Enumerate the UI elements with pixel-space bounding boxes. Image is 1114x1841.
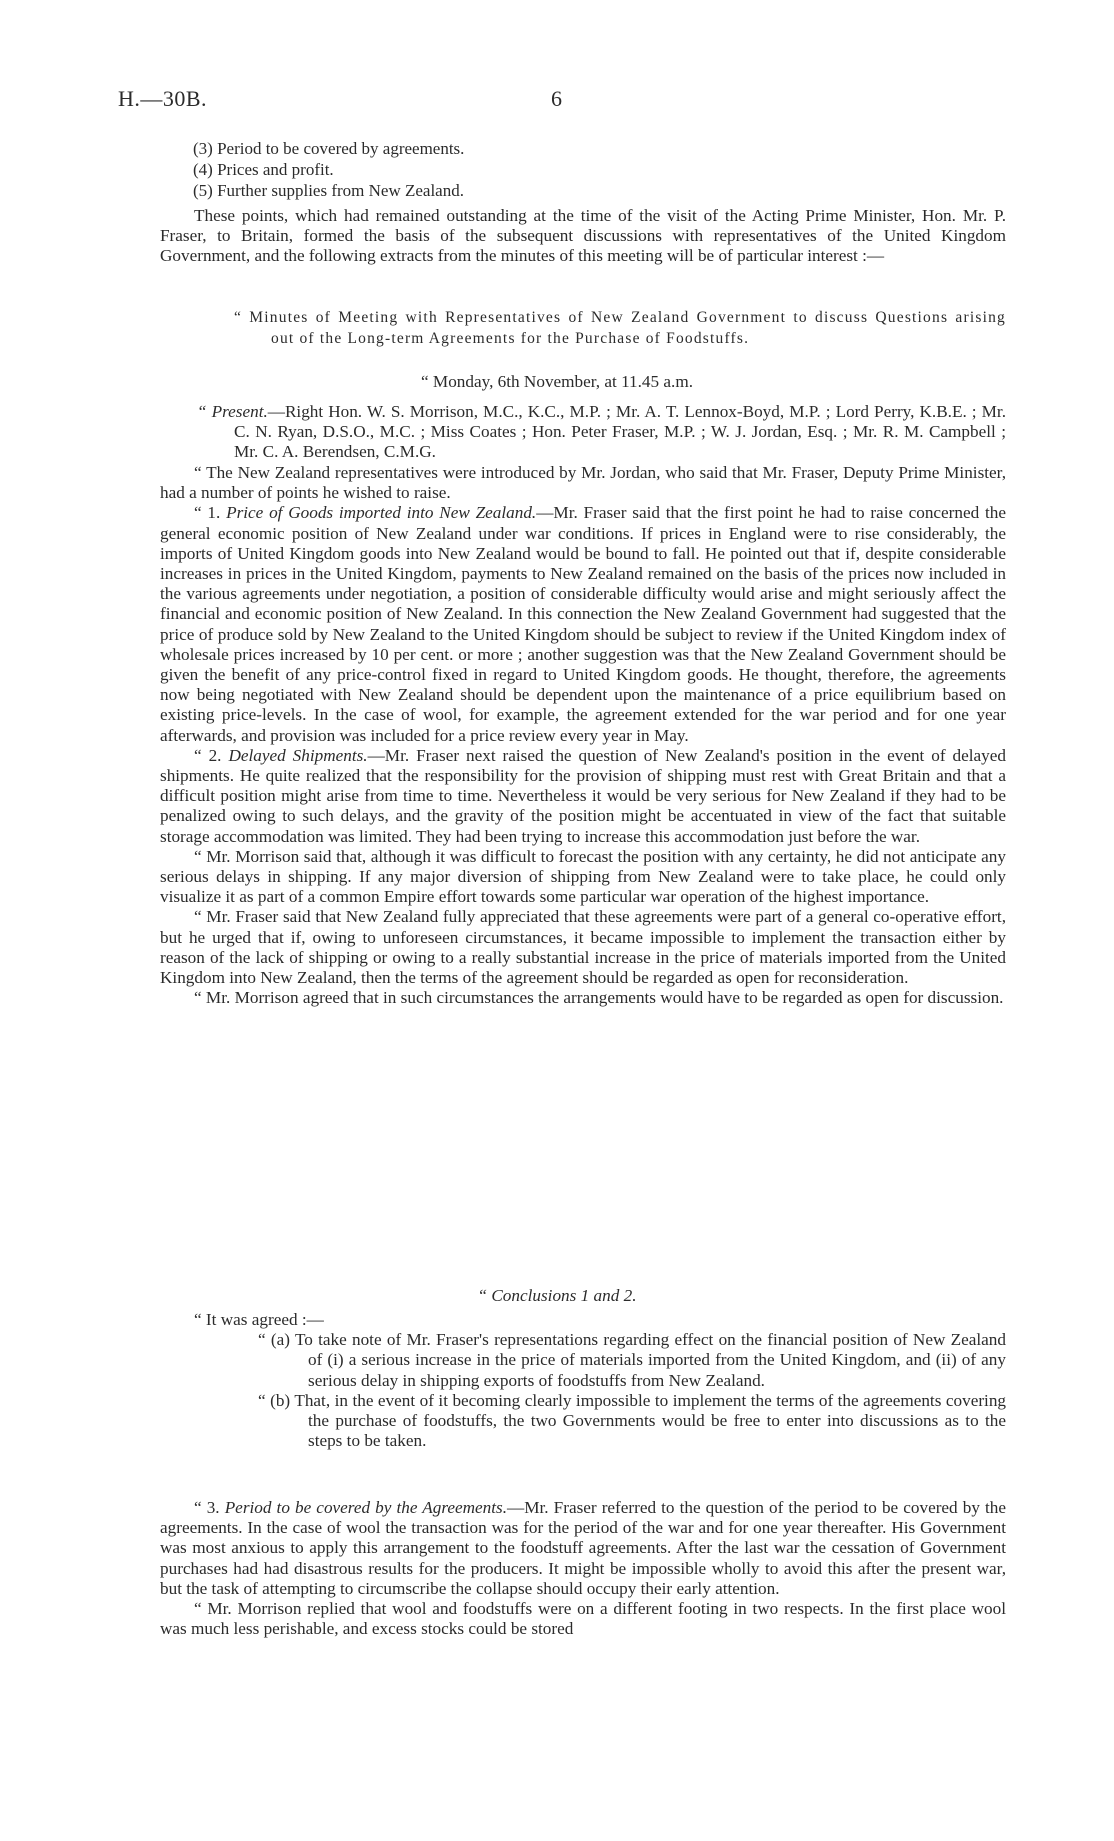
present-label: “ Present. bbox=[197, 402, 268, 421]
minutes-heading-block bbox=[234, 307, 1006, 349]
conclusions-block bbox=[194, 1310, 1006, 1451]
intro-paragraph: These points, which had remained outstanding at the time of the visit of the Acting Prime Minister, Hon. Mr. P. Fraser, to Britain, formed the basis of the subsequent discussions with representatives of the United Kingdom Government, and the following extracts from the minutes of this meeting will be of particular interest :— bbox=[160, 206, 1006, 266]
conclusion-b bbox=[194, 1391, 1006, 1452]
point-2-number: “ 2. bbox=[194, 745, 229, 765]
point-1-paragraph bbox=[160, 503, 1006, 745]
point-3-number: “ 3. bbox=[194, 1498, 225, 1517]
list-item: (4) Prices and profit. bbox=[193, 160, 334, 179]
point-1-title: Price of Goods imported into New Zealand. bbox=[226, 503, 537, 523]
conclusions-heading bbox=[0, 1286, 1114, 1306]
point-3-title: Period to be covered by the Agreements. bbox=[224, 1498, 508, 1517]
conclusion-a bbox=[194, 1330, 1006, 1391]
fraser-paragraph-2: “ Mr. Fraser said that New Zealand fully appreciated that these agreements were part of a general co-operative effort, but he urged that if, owing to unforeseen circumstances, it became impossible to implement the transaction either by reason of the lack of shipping or owing to a really substantial increase in the price of materials imported from the United Kingdom into New Zealand, then the terms of the agreement should be regarded as open for reconsideration. bbox=[160, 907, 1006, 988]
agreed-line: “ It was agreed :— bbox=[194, 1310, 324, 1329]
outstanding-points-list bbox=[193, 138, 464, 201]
page-number: 6 bbox=[551, 86, 562, 111]
conclusion-a-label: “ (a) bbox=[258, 1330, 295, 1350]
conclusions-heading-text: “ Conclusions 1 and 2. bbox=[477, 1286, 637, 1305]
point-1-number: “ 1. bbox=[194, 503, 227, 523]
point-3-text: —Mr. Fraser referred to the question of the period to be covered by the agreements. In the case of wool the transaction was for the period of the war and for one year thereafter. His Government was most anxious to apply this arrangement to the foodstuff agreements. After the last war the cessation of Government purchases had had disastrous results for the producers. It might be impossible wholly to avoid this after the present war, but the task of attempting to circumscribe the collapse should occupy their early attention. bbox=[160, 1498, 1006, 1598]
document-reference: H.—30B. bbox=[118, 86, 208, 111]
minutes-heading: “ Minutes of Meeting with Representatives of New Zealand Government to discuss Questions arising out of the Long-term Agreements for the Purchase of Foodstuffs. bbox=[234, 309, 1006, 347]
point-3-paragraph bbox=[160, 1498, 1006, 1599]
point-2-title: Delayed Shipments. bbox=[228, 745, 368, 765]
intro-paragraph-block bbox=[160, 206, 1006, 267]
meeting-date: “ Monday, 6th November, at 11.45 a.m. bbox=[420, 372, 694, 391]
conclusion-b-label: “ (b) bbox=[258, 1390, 295, 1410]
point-2-paragraph bbox=[160, 746, 1006, 847]
point-2-text: —Mr. Fraser next raised the question of New Zealand's position in the event of delayed shipments. He quite realized that the responsibility for the provision of shipping must rest with Great Britain and that a difficult position might arise from time to time. Nevertheless it would be very serious for New Zealand if they had to be penalized owing to such delays, and the gravity of the position might be accentuated in view of the fact that suitable storage accommodation was limited. They had been trying to increase this accommodation just before the war. bbox=[160, 745, 1006, 846]
body-block-1 bbox=[160, 463, 1006, 1008]
body-block-2 bbox=[160, 1498, 1006, 1639]
present-paragraph bbox=[160, 402, 1006, 463]
morrison-reply-3: “ Mr. Morrison replied that wool and foodstuffs were on a different footing in two respects. In the first place wool was much less perishable, and excess stocks could be stored bbox=[160, 1599, 1006, 1639]
conclusion-b-text: That, in the event of it becoming clearly impossible to implement the terms of the agreements covering the purchase of foodstuffs, the two Governments would be free to enter into discussions as to the steps to be taken. bbox=[294, 1390, 1007, 1451]
present-text: —Right Hon. W. S. Morrison, M.C., K.C., M.P. ; Mr. A. T. Lennox-Boyd, M.P. ; Lord Perry, K.B.E. ; Mr. C. N. Ryan, D.S.O., M.C. ; Miss Coates ; Hon. Peter Fraser, M.P. ; W. J. Jordan, Esq. ; Mr. R. M. Campbell ; Mr. C. A. Berendsen, C.M.G. bbox=[234, 402, 1006, 462]
present-block bbox=[160, 402, 1006, 463]
point-1-text: —Mr. Fraser said that the first point he had to raise concerned the general economic position of New Zealand under war conditions. If prices in England were to rise considerably, the imports of United Kingdom goods into New Zealand would be bound to fall. He pointed out that if, despite considerable increases in prices in the United Kingdom, payments to New Zealand remained on the basis of the prices now included in the various agreements under negotiation, a position of considerable difficulty would arise and might seriously affect the financial and economic position of New Zealand. In this connection the New Zealand Government had suggested that the price of produce sold by New Zealand to the United Kingdom should be subject to review if the United Kingdom index of wholesale prices increased by 10 per cent. or more ; another suggestion was that the New Zealand Government should be given the benefit of any price-control fixed in regard to United Kingdom goods. He thought, therefore, the agreements now being negotiated with New Zealand should be dependent upon the maintenance of a price equilibrium based on existing price-levels. In the case of wool, for example, the agreement extended for the war period and for one year afterwards, and provision was included for a price review every year in May. bbox=[160, 503, 1006, 745]
morrison-reply-1: “ Mr. Morrison said that, although it was difficult to forecast the position with any certainty, he did not anticipate any serious delays in shipping. If any major diversion of shipping from New Zealand were to take place, he could only visualize it as part of a common Empire effort towards some particular war operation of the highest importance. bbox=[160, 846, 1006, 907]
introduced-paragraph: “ The New Zealand representatives were introduced by Mr. Jordan, who said that Mr. Fraser, Deputy Prime Minister, had a number of points he wished to raise. bbox=[160, 463, 1006, 503]
list-item: (3) Period to be covered by agreements. bbox=[193, 139, 465, 158]
conclusion-a-text: To take note of Mr. Fraser's representations regarding effect on the financial position of New Zealand of (i) a serious increase in the price of materials imported from the United Kingdom, and (ii) of any serious delay in shipping exports of foodstuffs from New Zealand. bbox=[294, 1330, 1006, 1390]
morrison-reply-2: “ Mr. Morrison agreed that in such circumstances the arrangements would have to be regarded as open for discussion. bbox=[194, 988, 1004, 1008]
list-item: (5) Further supplies from New Zealand. bbox=[193, 181, 464, 200]
